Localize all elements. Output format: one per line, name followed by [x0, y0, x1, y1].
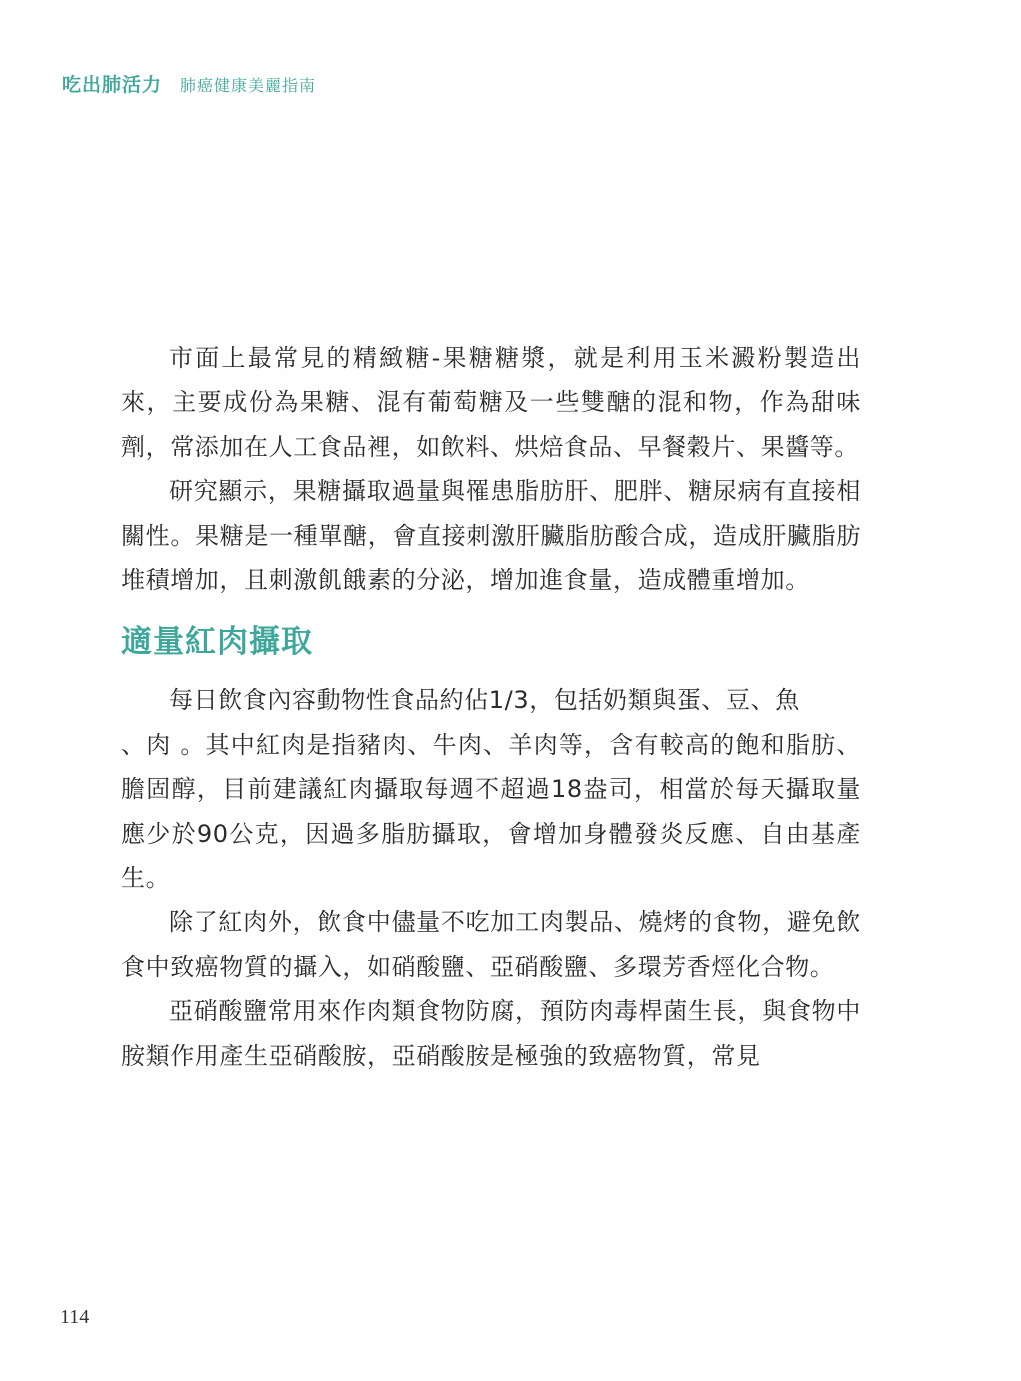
- page-number: 114: [60, 1306, 90, 1328]
- book-subtitle: 肺癌健康美麗指南: [180, 76, 317, 95]
- paragraph-animal-food: 每日飲食內容動物性食品約佔1/3，包括奶類與蛋、豆、魚: [169, 686, 800, 715]
- paragraph-processed-meat: 除了紅肉外，飲食中儘量不吃加工肉製品、燒烤的食物，避免飲食中致癌物質的攝入，如硝酸鹽、亞硝酸鹽、多環芳香烴化合物。: [121, 908, 861, 981]
- paragraph-red-meat: 、肉 。其中紅肉是指豬肉、牛肉、羊肉等，含有較高的飽和脂肪、膽固醇，目前建議紅肉攝取每週不超過18盎司，相當於每天攝取量應少於90公克，因過多脂肪攝取，會增加身體發炎反應、自由基產生。: [121, 730, 861, 893]
- page-content: [121, 336, 861, 1078]
- paragraph-nitrite: 亞硝酸鹽常用來作肉類食物防腐，預防肉毒桿菌生長，與食物中胺類作用產生亞硝酸胺，亞硝酸胺是極強的致癌物質，常見: [121, 997, 861, 1070]
- paragraph-fructose-research: 研究顯示，果糖攝取過量與罹患脂肪肝、肥胖、糖尿病有直接相關性。果糖是一種單醣，會直接刺激肝臟脂肪酸合成，造成肝臟脂肪堆積增加，且刺激飢餓素的分泌，增加進食量，造成體重增加。: [121, 477, 861, 595]
- running-header: [62, 70, 316, 97]
- book-title: 吃出肺活力: [62, 74, 163, 96]
- paragraph-fructose-syrup: 市面上最常見的精緻糖-果糖糖漿，就是利用玉米澱粉製造出來，主要成份為果糖、混有葡萄糖及一些雙醣的混和物，作為甜味劑，常添加在人工食品裡，如飲料、烘焙食品、早餐穀片、果醬等。: [121, 344, 861, 461]
- section-heading: 適量紅肉攝取: [121, 624, 313, 661]
